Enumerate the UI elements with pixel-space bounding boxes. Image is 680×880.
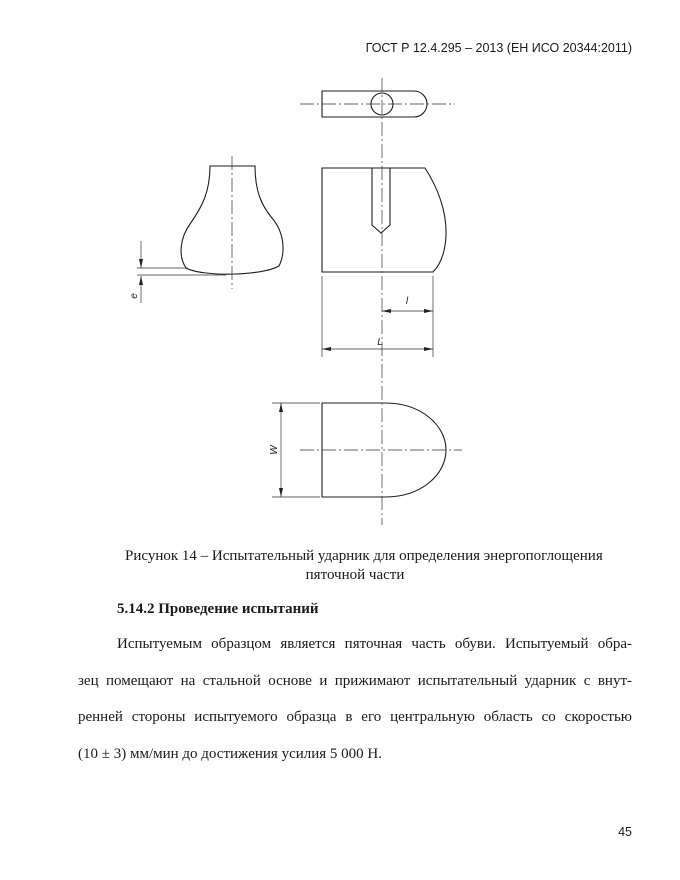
arrowhead xyxy=(382,309,391,313)
dimension-l-label: l xyxy=(405,296,409,307)
page-number: 45 xyxy=(618,825,632,839)
body-paragraph xyxy=(78,626,632,772)
paragraph-line: зец помещают на стальной основе и прижимают испытательный ударник с внут- xyxy=(78,672,632,689)
arrowhead xyxy=(279,488,283,497)
section-heading: 5.14.2 Проведение испытаний xyxy=(117,601,319,617)
arrowhead xyxy=(279,403,283,412)
arrowhead xyxy=(424,309,433,313)
arrowhead xyxy=(139,276,143,285)
dimension-L-label: L xyxy=(377,337,383,348)
front-view-outline xyxy=(322,168,446,272)
paragraph-line: (10 ± 3) мм/мин до достижения усилия 5 000 Н. xyxy=(78,745,383,762)
paragraph-line: ренней стороны испытуемого образца в его центральную область со скоростью xyxy=(78,709,632,725)
arrowhead xyxy=(424,347,433,351)
paragraph-line: Испытуемым образцом является пяточная часть обуви. Испытуемый обра- xyxy=(117,636,632,652)
document-code-header: ГОСТ Р 12.4.295 – 2013 (ЕН ИСО 20344:2011) xyxy=(365,41,632,55)
arrowhead xyxy=(139,259,143,268)
figure-caption-line-2: пяточной части xyxy=(305,567,405,583)
arrowhead xyxy=(322,347,331,351)
dimension-e-label: e xyxy=(129,293,140,299)
front-view-slot xyxy=(372,168,390,233)
dimension-W-label: W xyxy=(269,445,280,455)
figure-caption-line-1: Рисунок 14 – Испытательный ударник для определения энергопоглощения xyxy=(125,548,603,564)
